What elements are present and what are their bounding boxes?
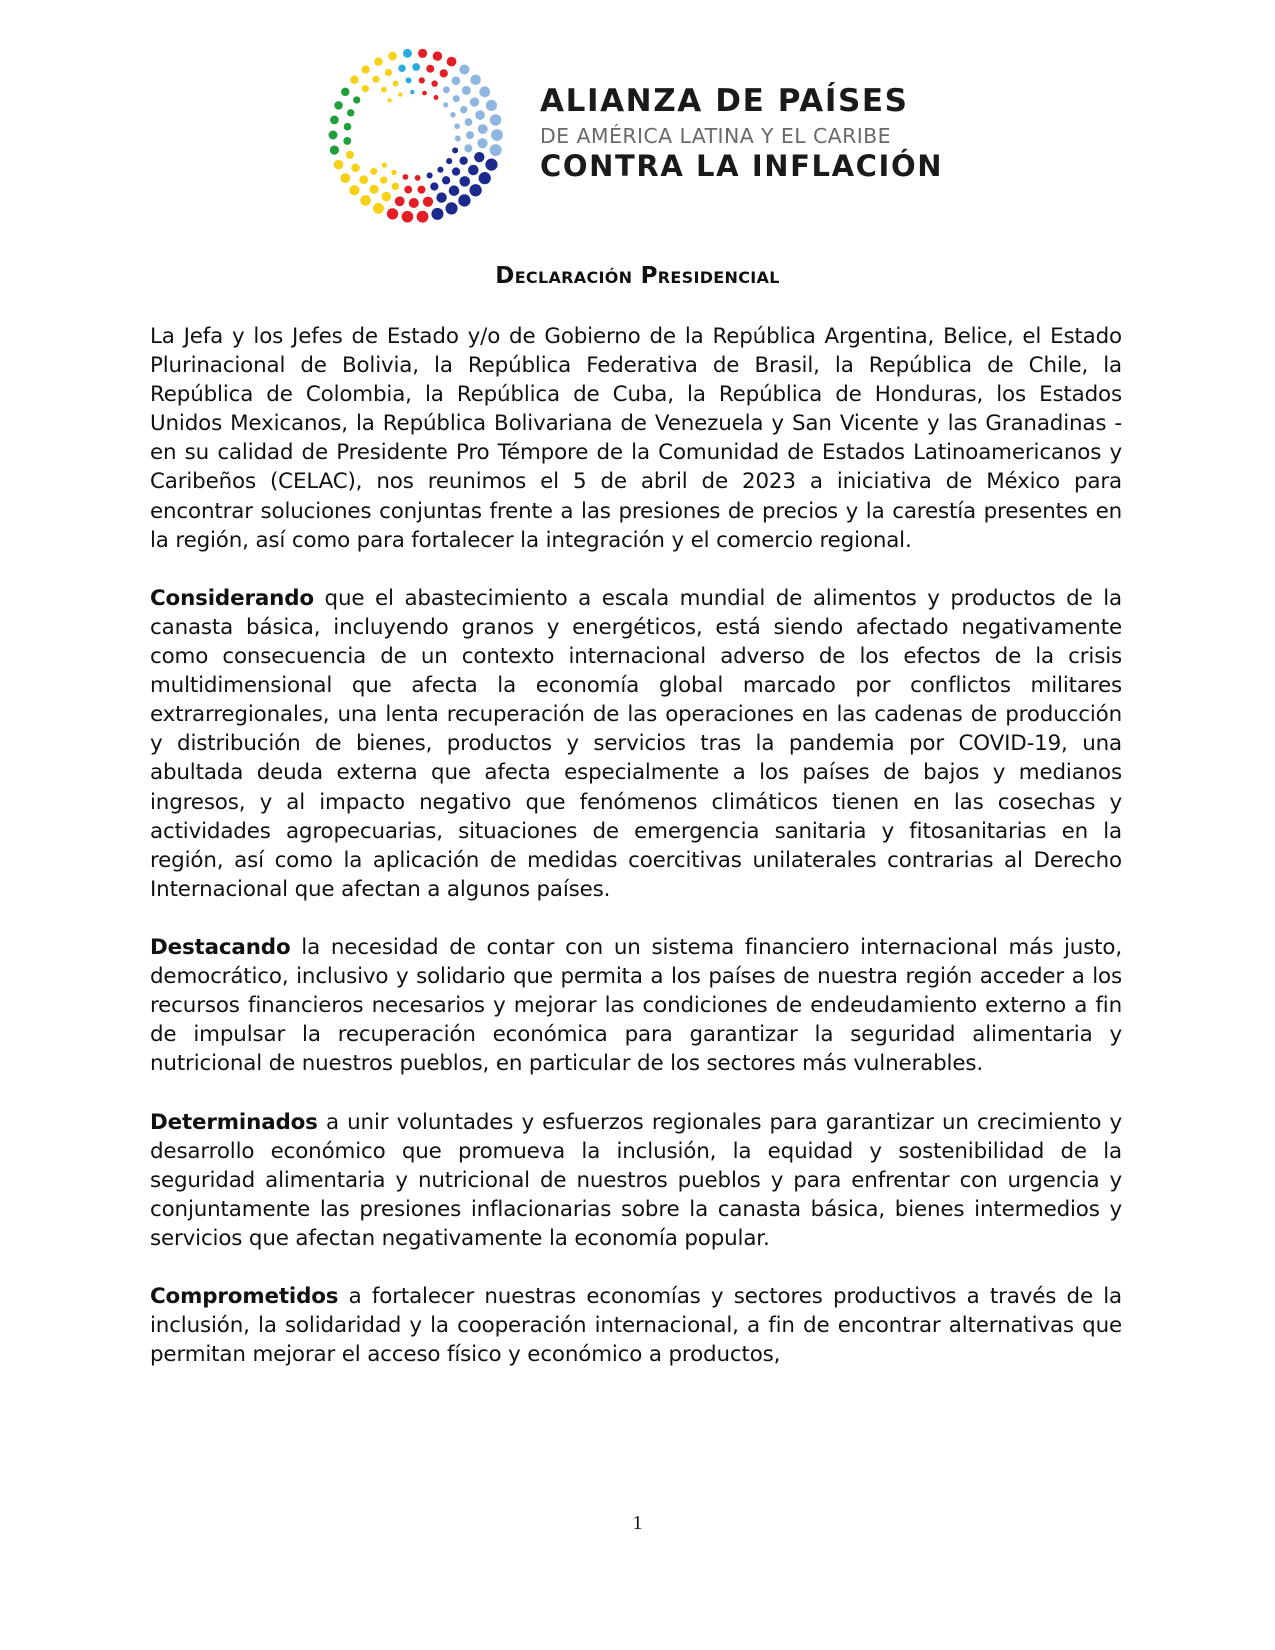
logo-dot <box>465 118 473 126</box>
logo-dot <box>426 65 434 73</box>
logo-dot <box>479 172 491 184</box>
logo-dot <box>469 184 481 196</box>
logo-dot <box>382 192 391 201</box>
logo-dot <box>409 198 419 208</box>
logo-dot <box>443 86 450 93</box>
logo-dot <box>359 175 368 184</box>
logo-dot <box>462 86 471 95</box>
logo-dot <box>446 158 452 164</box>
logo-dot <box>486 100 497 111</box>
logo-dot <box>346 151 354 159</box>
logo-dot <box>381 87 387 93</box>
logo-dot <box>373 203 384 214</box>
logo-dot <box>452 167 460 175</box>
logo-dot <box>458 194 470 206</box>
logo-dot <box>340 173 350 183</box>
logo-dot <box>490 114 501 125</box>
paragraph-lead: Considerando <box>150 585 314 611</box>
logo-dot <box>455 136 461 142</box>
intro-paragraph: La Jefa y los Jefes de Estado y/o de Gobierno de la República Argentina, Belice, el Estado Plurinacional de Bolivia, la República Federativa de Brasil, la República de Chile, la República de Colombia, la República de Cuba, la República de Honduras, los Estados Unidos Mexicanos, la República Bolivariana de Venezuela y San Vicente y las Granadinas - en su calidad de Presidente Pro Témpore de la Comunidad de Estados Latinoamericanos y Caribeños (CELAC), nos reunimos el 5 de abril de 2023 a iniciativa de México para encontrar soluciones conjuntas frente a las presiones de precios y la carestía presentes en la región, así como para fortalecer la integración y el comercio regional. <box>150 324 1122 553</box>
logo-dot <box>468 165 479 176</box>
logo-dot <box>372 76 379 83</box>
logo-dot <box>474 152 484 162</box>
logo-dot <box>412 63 420 71</box>
logo-dot <box>395 196 405 206</box>
logo-dot <box>491 129 503 141</box>
logo-dot <box>447 57 457 67</box>
logo-dot <box>387 208 398 219</box>
logo-dot <box>422 91 427 96</box>
logo-dot <box>360 195 371 206</box>
org-name-line-2: DE AMÉRICA LATINA Y EL CARIBE <box>540 124 892 148</box>
logo-dot <box>406 77 412 83</box>
logo-dot <box>410 90 414 94</box>
logo-dot <box>475 110 485 120</box>
logo-dot <box>362 85 369 92</box>
logo-dot <box>392 183 400 191</box>
logo-dot <box>370 185 379 194</box>
logo-dot <box>466 131 474 139</box>
logo-dot <box>436 192 446 202</box>
logo-dot <box>398 65 405 72</box>
logo-dot <box>398 92 402 96</box>
logo-dot <box>433 51 442 60</box>
paragraph-lead: Destacando <box>150 934 291 960</box>
organization-name <box>540 83 944 184</box>
logo-dot <box>385 69 392 76</box>
paragraph-text: a unir voluntades y esfuerzos regionales para garantizar un crecimiento y desarrollo económico que promueva la inclusión, la equidad y sostenibilidad de la seguridad alimentaria y nutricional de nuestros pueblos y para enfrentar con urgencia y conjuntamente las presiones inflacionarias sobre la canasta básica, bienes intermedios y servicios que afectan negativamente la economía popular. <box>150 1109 1122 1251</box>
logo-dot <box>370 168 377 175</box>
page-number: 1 <box>632 1512 643 1534</box>
logo-dot <box>417 186 425 194</box>
logo-dot <box>402 211 414 223</box>
document-title: Declaración Presidencial <box>495 263 780 289</box>
logo-dot <box>431 80 437 86</box>
logo-dot <box>330 116 339 125</box>
logo-dot <box>440 69 448 77</box>
logo-dot <box>382 163 387 168</box>
logo-dot <box>391 170 396 175</box>
logo-dot <box>430 182 438 190</box>
logo-dot <box>459 176 470 187</box>
logo-dot <box>403 174 409 180</box>
logo-dot <box>419 77 425 83</box>
logo-dot <box>334 160 344 170</box>
logo-dot <box>479 86 490 97</box>
logo-dot <box>442 176 450 184</box>
logo-dot <box>477 138 487 148</box>
logo-dot <box>470 97 479 106</box>
paragraph-text: que el abastecimiento a escala mundial de alimentos y productos de la canasta básica, incluyendo granos y energéticos, está siendo afectado negativamente como consecuencia de un contexto internacional adverso de los efectos de la crisis multidimensional que afecta la economía global marcado por conflictos militares extrarregionales, una lenta recuperación de las operaciones en las cadenas de producción y distribución de bienes, productos y servicios tras la pandemia por COVID-19, una abultada deuda externa que afecta especialmente a los países de bajos y medianos ingresos, y al impacto negativo que fenómenos climáticos tienen en las cosechas y actividades agropecuarias, situaciones de emergencia sanitaria y fitosanitarias en la región, así como la aplicación de medidas coercitivas unilaterales contrarias al Derecho Internacional que afectan a algunos países. <box>150 585 1122 902</box>
document-header <box>320 40 970 230</box>
logo-dot <box>443 102 448 107</box>
logo-dot <box>437 167 443 173</box>
paragraph-text: la necesidad de contar con un sistema financiero internacional más justo, democrático, inclusivo y solidario que permita a los países de nuestra región acceder a los recursos financieros necesarios y mejorar las condiciones de endeudamiento externo a fin de impulsar la recuperación económica para garantizar la seguridad alimentaria y nutricional de nuestros pueblos, en particular de los sectores más vulnerables. <box>150 934 1122 1077</box>
logo-dot <box>343 137 351 145</box>
logo-dot <box>329 131 338 140</box>
logo-dot <box>470 75 480 85</box>
considerando-paragraph <box>150 584 1122 904</box>
logo-dot <box>464 144 472 152</box>
logo-dot <box>393 81 399 87</box>
logo-dot <box>485 159 497 171</box>
logo-dot <box>452 147 458 153</box>
logo-dot <box>418 49 427 58</box>
logo-dot <box>361 65 369 73</box>
logo-dot <box>434 95 439 100</box>
logo-dot <box>388 52 397 61</box>
logo-dot <box>374 57 383 66</box>
logo-dot <box>490 144 502 156</box>
logo-dot <box>417 211 429 223</box>
logo-dot <box>453 95 460 102</box>
paragraph-text: a fortalecer nuestras economías y sectores productivos a través de la inclusión, la solidaridad y la cooperación internacional, a fin de encontrar alternativas que permitan mejorar el acceso físico y económico a productos, <box>150 1284 1122 1368</box>
logo-dot <box>449 185 460 196</box>
logo-dot <box>423 197 433 207</box>
logo-dot <box>478 124 488 134</box>
logo-dot <box>459 65 469 75</box>
logo-dot <box>403 49 412 58</box>
logo-dot <box>404 186 412 194</box>
logo-dot <box>344 123 352 131</box>
logo-dot <box>460 106 467 113</box>
logo-dot <box>459 157 467 165</box>
logo-dot <box>450 112 455 117</box>
logo-dot <box>350 76 358 84</box>
paragraph-lead: Determinados <box>150 1109 318 1135</box>
logo-dot <box>380 177 387 184</box>
dotted-ring-logo-icon <box>320 40 510 230</box>
org-name-line-1: ALIANZA DE PAÍSES <box>540 83 909 119</box>
logo-dot <box>349 185 359 195</box>
logo-dot <box>387 98 391 102</box>
logo-dot <box>334 101 343 110</box>
logo-dot <box>341 88 349 96</box>
org-name-line-3: CONTRA LA INFLACIÓN <box>540 149 944 183</box>
comprometidos-paragraph <box>150 1282 1122 1369</box>
logo-dot <box>353 96 360 103</box>
logo-dot <box>351 164 359 172</box>
destacando-paragraph <box>150 933 1122 1078</box>
logo-dot <box>427 172 433 178</box>
logo-dot <box>445 202 457 214</box>
logo-dot <box>330 145 339 154</box>
determinados-paragraph <box>150 1108 1122 1253</box>
logo-dot <box>347 109 354 116</box>
logo-dot <box>415 175 421 181</box>
logo-dot <box>454 123 460 129</box>
paragraph-lead: Comprometidos <box>150 1284 339 1310</box>
logo-dot <box>431 208 443 220</box>
document-body <box>150 322 1122 1398</box>
logo-dot <box>452 76 461 85</box>
